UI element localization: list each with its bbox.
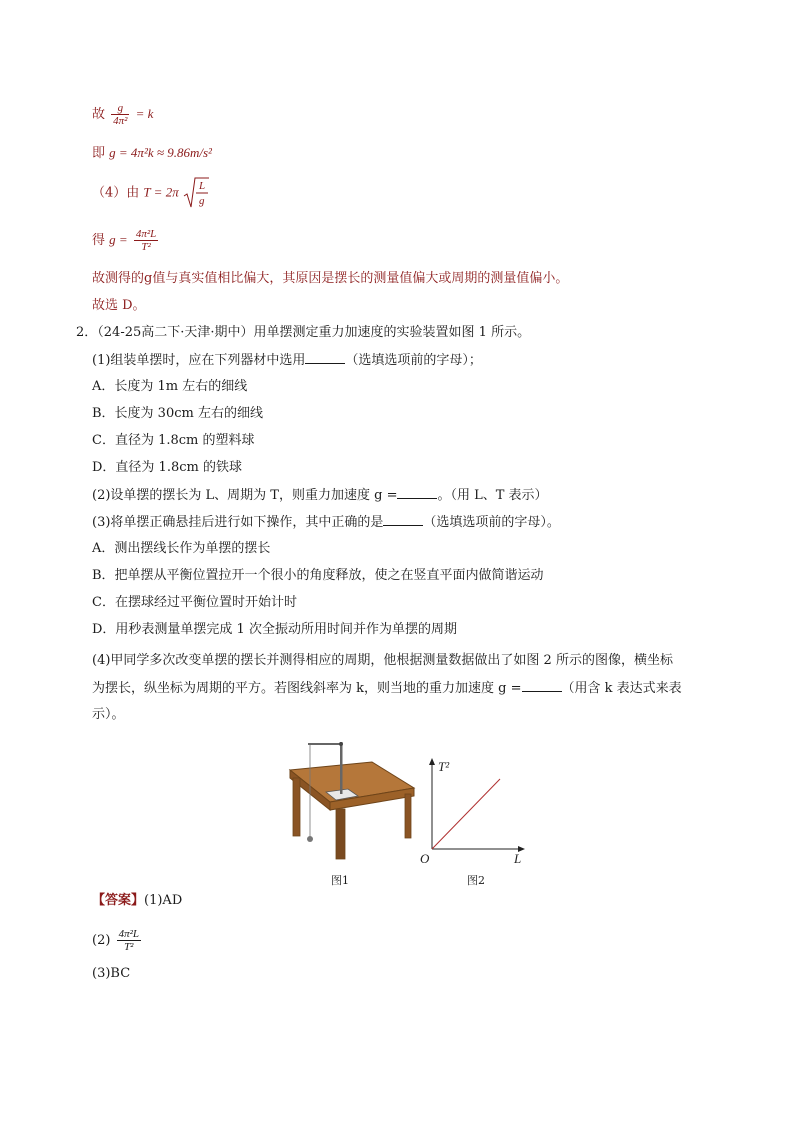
solution-l2-prefix: 即: [92, 146, 106, 161]
q3-option-d: D．用秒表测量单摆完成 1 次全振动所用时间并作为单摆的周期: [92, 622, 457, 637]
fraction-denominator: T²: [124, 941, 134, 953]
figure-1-label: 图1: [331, 874, 349, 887]
q4-line-2: [92, 679, 682, 698]
origin-label: O: [420, 851, 430, 866]
x-axis-label: L: [514, 851, 522, 866]
sqrt-denominator: g: [198, 195, 205, 207]
solution-line-1: [92, 102, 153, 127]
question-part-2: [92, 486, 548, 505]
q4-answer-blank[interactable]: [522, 679, 562, 692]
solution-l1-fraction: [111, 102, 129, 127]
sqrt-expression: [183, 176, 209, 210]
solution-l1-prefix: 故: [92, 107, 106, 122]
solution-l4-fraction: [134, 228, 158, 253]
q4-line-3: 示）。: [92, 707, 125, 722]
sqrt-numerator: L: [198, 180, 205, 192]
solution-l2-expr: g = 4π²k ≈ 9.86m/s²: [109, 145, 212, 160]
answer-tag: 【答案】: [92, 893, 145, 908]
q3-tail: （选填选项前的字母）。: [423, 515, 560, 530]
q1-tail: （选填选项前的字母）；: [345, 353, 482, 368]
answer-2-prefix: (2): [92, 933, 111, 948]
solution-line-2: [92, 144, 212, 163]
solution-l3-expr: T = 2π: [143, 184, 179, 200]
answer-line-1: [92, 892, 182, 910]
solution-l3-prefix: （4）由: [92, 185, 140, 201]
solution-line-6: 故选 D。: [92, 298, 146, 313]
answer-line-2: [92, 928, 143, 953]
pendulum-table-figure: [282, 730, 417, 865]
question-source: （24-25高二下·天津·期中）: [97, 325, 254, 340]
solution-line-4: [92, 228, 160, 253]
solution-l4-prefix: 得: [92, 233, 106, 248]
fraction-numerator: g: [111, 102, 129, 115]
question-header: [76, 324, 530, 342]
y-axis-label: T²: [438, 759, 450, 774]
solution-line-3: [92, 176, 209, 210]
q2-answer-blank[interactable]: [397, 486, 437, 499]
solution-l4-expr: g =: [109, 232, 128, 247]
q3-option-c: C．在摆球经过平衡位置时开始计时: [92, 595, 297, 610]
question-part-3: [92, 513, 560, 532]
answer-2-fraction: [117, 928, 141, 953]
q1-option-b: B．长度为 30cm 左右的细线: [92, 406, 263, 421]
q3-option-b: B．把单摆从平衡位置拉开一个很小的角度释放，使之在竖直平面内做简谐运动: [92, 568, 544, 583]
q4-tail: （用含 k 表达式来表: [561, 681, 682, 696]
question-number: 2．: [76, 325, 98, 340]
q4-line-1: (4)甲同学多次改变单摆的摆长并测得相应的周期，他根据测量数据做出了如图 2 所示的图像，横坐标: [92, 653, 673, 668]
q1-option-d: D．直径为 1.8cm 的铁球: [92, 460, 242, 475]
figure-2-label: 图2: [467, 874, 485, 887]
q4-text: 为摆长，纵坐标为周期的平方。若图线斜率为 k，则当地的重力加速度 g =: [92, 681, 522, 696]
q2-tail: 。（用 L、T 表示）: [437, 488, 548, 503]
q1-text: (1)组装单摆时，应在下列器材中选用: [92, 353, 306, 368]
fraction-denominator: 4π²: [113, 115, 128, 127]
fraction-numerator: 4π²L: [118, 928, 139, 940]
answer-1: (1)AD: [144, 893, 183, 908]
question-part-1: [92, 351, 482, 370]
q1-option-a: A．长度为 1m 左右的细线: [92, 379, 248, 394]
fraction-denominator: T²: [141, 241, 151, 253]
solution-line-5: 故测得的g值与真实值相比偏大，其原因是摆长的测量值偏大或周期的测量值偏小。: [92, 271, 569, 286]
q3-option-a: A．测出摆线长作为单摆的摆长: [92, 541, 271, 556]
question-stem: 用单摆测定重力加速度的实验装置如图 1 所示。: [253, 325, 531, 340]
solution-l1-suffix: = k: [135, 106, 154, 121]
t-squared-vs-l-graph: [420, 755, 530, 867]
q1-option-c: C．直径为 1.8cm 的塑料球: [92, 433, 255, 448]
q1-answer-blank[interactable]: [305, 351, 345, 364]
sqrt-sign-icon: [183, 176, 209, 210]
q2-text: (2)设单摆的摆长为 L、周期为 T，则重力加速度 g =: [92, 488, 398, 503]
fraction-numerator: 4π²L: [135, 228, 157, 240]
q3-text: (3)将单摆正确悬挂后进行如下操作，其中正确的是: [92, 515, 384, 530]
answer-line-3: (3)BC: [92, 966, 131, 981]
q3-answer-blank[interactable]: [383, 513, 423, 526]
